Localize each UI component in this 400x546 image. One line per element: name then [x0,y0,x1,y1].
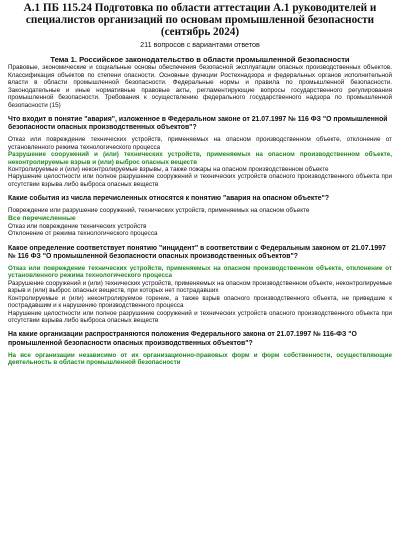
document-title: А.1 ПБ 115.24 Подготовка по области аттестации А.1 руководителей и специалистов организаций по основам промышленной безопасности (сентябрь 2024) [23,2,377,38]
answer-option: Контролируемые и (или) неконтролируемое горение, а также взрыв опасного производственного объекта, не приведшие к пострадавшим и к нарушению производственного процесса [8,294,392,310]
question-text: На какие организации распространяются положения Федерального закона от 21.07.1997 № 116-ФЗ "О промышленной безопасности опасных производственных объектов"? [8,331,357,347]
answer-option: Нарушение целостности или полное разрушение сооружений и технических устройств опасного производственного объекта при отсутствии взрыва либо выброса опасных веществ [8,309,392,324]
correct-answer: Разрушение сооружений и (или) технических устройств, применяемых на опасном производственном объекте, неконтролируемые взрыв и (или) выброс опасных веществ [8,151,392,166]
answer-list [8,136,392,188]
answer-option: Контролируемые и (или) неконтролируемые взрывы, а также пожары на опасном производственном объекте [8,166,329,174]
question-block [8,116,392,188]
topic-section [8,55,392,109]
answer-option: Отклонение от режима технологического процесса [8,230,158,238]
correct-answer: На все организации независимо от их организационно-правовых форм и форм собственности, осуществляющие деятельность в области промышленной безопасности [8,351,392,367]
topic-description: Правовые, экономические и социальные основы обеспечения безопасной эксплуатации опасных производственных объектов. Классификация объектов по степени опасности. Основные функции Ростехнадзора и федеральных органов исполнительной власти в области промышленной безопасности. Федеральные нормы и правила по промышленной безопасности. Законодательные и иные нормативные правовые акты, регламентирующие вопросы государственного регулирования промышленной безопасности. Требования к осуществлению федерального государственного надзора по промышленной безопасности (15) [8,64,392,109]
answer-option: Отказ или повреждение технических устройств, применяемых на опасном производственном объекте, отклонение от установленного режима технологического процесса [8,136,392,151]
answer-list [8,207,392,237]
question-list [8,116,392,367]
question-text: Какое определение соответствует понятию "инцидент" в соответствии с Федеральным законом от 21.07.1997 № 116 ФЗ "О промышленной безопасности опасных производственных объектов"? [8,244,386,260]
correct-answer: Отказ или повреждение технических устройств, применяемых на опасном производственном объекте, отклонение от установленного режима технологического процесса [8,265,392,280]
answer-option: Повреждение или разрушение сооружений, технических устройств, применяемых на опасном объекте [8,207,310,215]
question-block [8,331,392,366]
answer-list [8,352,392,367]
question-text: Какие события из числа перечисленных относятся к понятию "авария на опасном объекте"? [8,195,330,203]
question-block [8,245,392,325]
answer-option: Разрушение сооружений и (или) технических устройств, применяемых на опасном производственном объекте, неконтролируемые взрыв и (или) выброс опасных веществ, при которых нет пострадавших [8,279,392,295]
document-subtitle: 211 вопросов с вариантами ответов [140,40,260,49]
answer-option: Нарушение целостности или полное разрушение сооружений и технических устройств опасного производственного объекта при отсутствии взрыва либо выброса опасных веществ [8,173,392,188]
question-block [8,195,392,237]
question-text: Что входит в понятие "авария", изложенное в Федеральном законе от 21.07.1997 № 116 ФЗ "О промышленной безопасности опасных производственных объектов"? [8,116,388,132]
answer-list [8,265,392,324]
correct-answer: Все перечисленные [8,214,76,222]
topic-heading: Тема 1. Российское законодательство в области промышленной безопасности [50,55,350,64]
answer-option: Отказ или повреждение технических устройств [8,222,147,230]
